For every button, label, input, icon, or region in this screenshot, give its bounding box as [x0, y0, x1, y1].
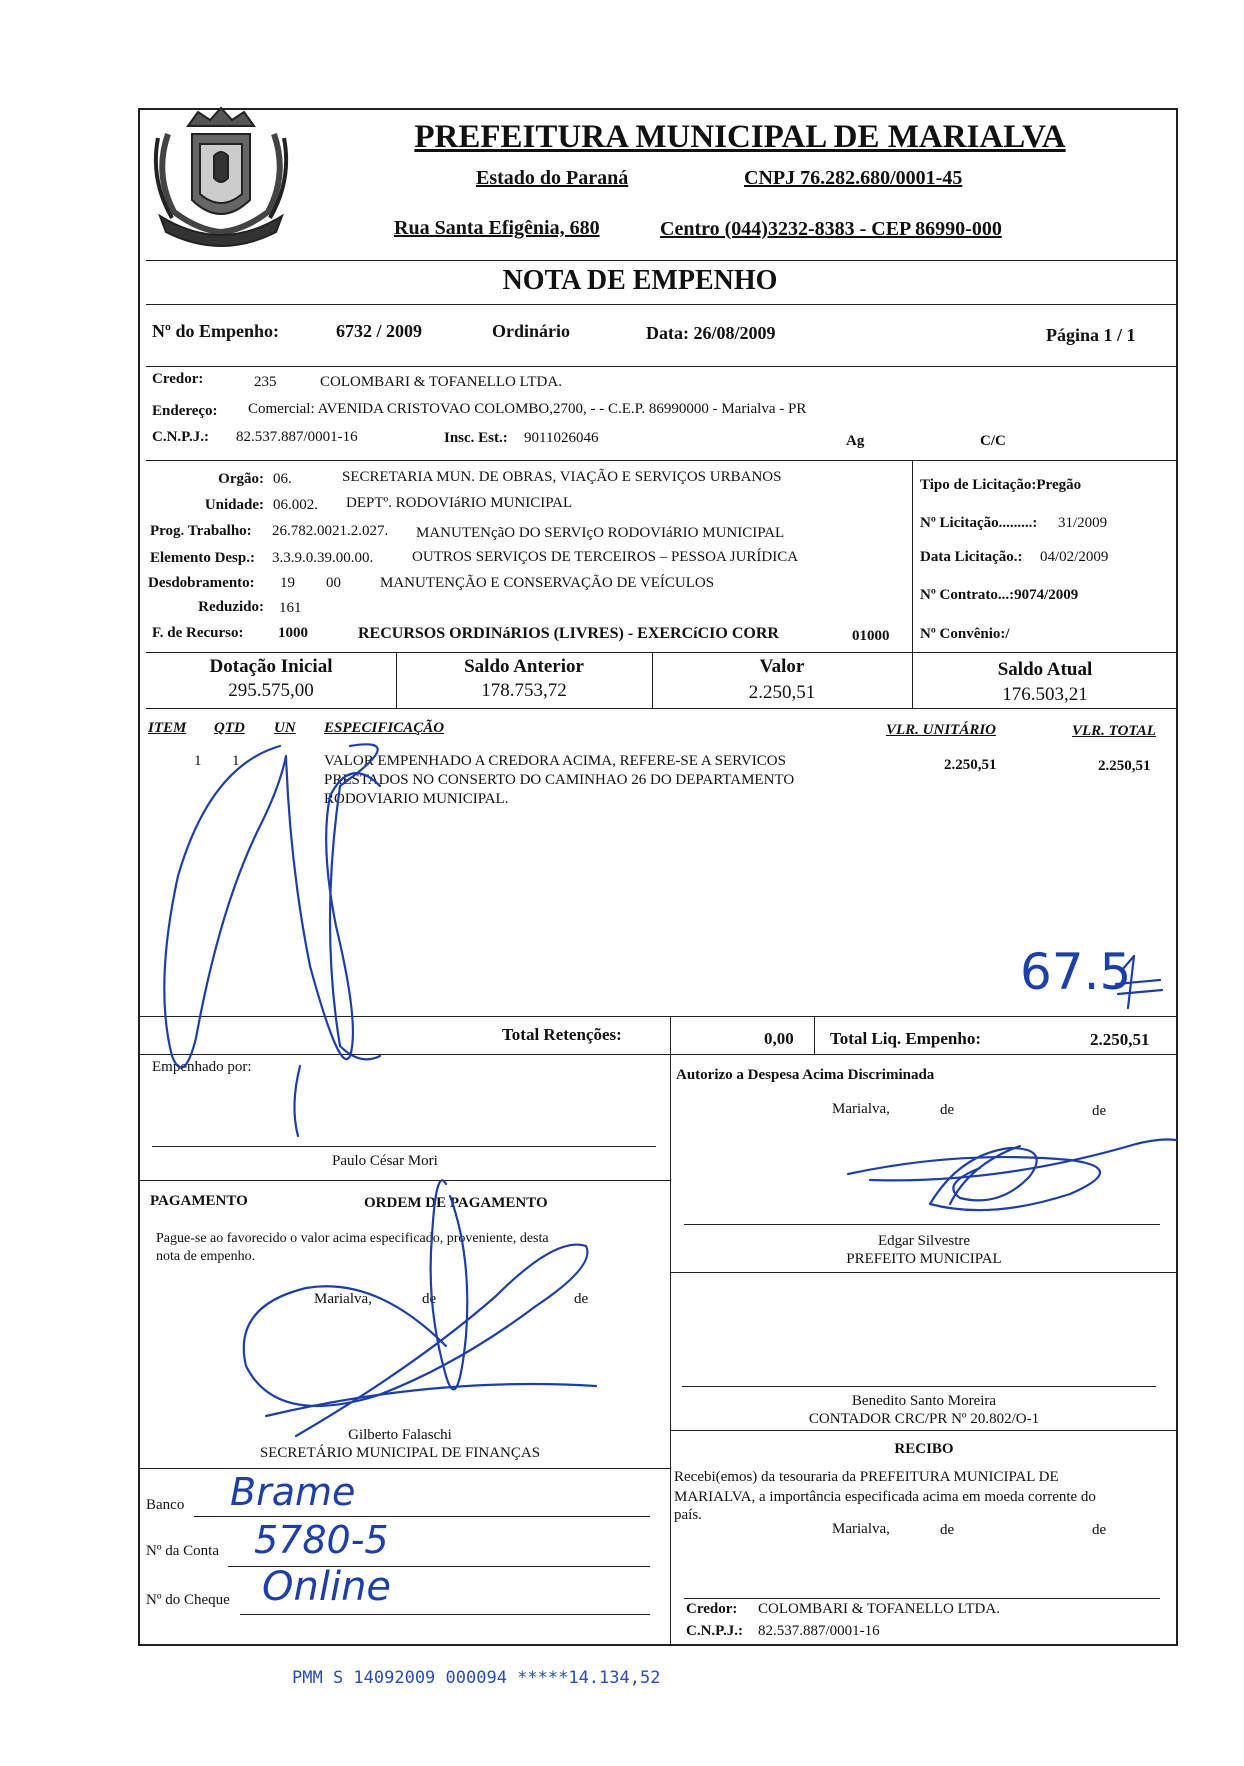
licitacao-date: 04/02/2009	[1040, 549, 1109, 565]
recibo-text-2: MARIALVA, a importância especificada acima em moeda corrente do	[674, 1489, 1096, 1505]
header-address: Rua Santa Efigênia, 680	[394, 217, 600, 239]
coat-of-arms-icon	[148, 104, 294, 252]
desdobramento-code-b: 00	[326, 575, 341, 591]
col-unit-value: VLR. UNITÁRIO	[886, 722, 997, 738]
licitacao-date-label: Data Licitação.:	[920, 549, 1023, 565]
empenho-date: Data: 26/08/2009	[646, 323, 776, 343]
endereco-label: Endereço:	[152, 403, 218, 419]
secretario-role: SECRETÁRIO MUNICIPAL DE FINANÇAS	[259, 1445, 541, 1461]
recibo-cnpj: 82.537.887/0001-16	[758, 1623, 880, 1639]
dotacao-label: Dotação Inicial	[209, 656, 333, 677]
page-title: PREFEITURA MUNICIPAL DE MARIALVA	[414, 119, 1066, 155]
header-cnpj: CNPJ 76.282.680/0001-45	[744, 167, 963, 189]
retencoes-label: Total Retenções:	[502, 1025, 622, 1044]
valor-value: 2.250,51	[748, 682, 816, 703]
document-title: NOTA DE EMPENHO	[502, 265, 778, 296]
autorizo-de-2: de	[1092, 1103, 1107, 1119]
prog-name: MANUTENçãO DO SERVIçO RODOVIáRIO MUNICIPAL	[416, 525, 785, 541]
recibo-cnpj-label: C.N.P.J.:	[686, 1623, 743, 1639]
item-number: 1	[194, 753, 202, 769]
pagamento-text-2: nota de empenho.	[156, 1249, 256, 1264]
credor-ie: 9011026046	[524, 430, 599, 446]
item-qtd: 1	[232, 753, 240, 769]
elemento-code: 3.3.9.0.39.00.00.	[272, 550, 374, 566]
recurso-code: 1000	[278, 625, 308, 641]
credor-code: 235	[254, 374, 277, 390]
prog-code: 26.782.0021.2.027.	[272, 523, 389, 539]
tipo-licitacao: Tipo de Licitação:Pregão	[920, 477, 1082, 493]
pagamento-text-1: Pague-se ao favorecido o valor acima especificado, proveniente, desta	[156, 1231, 549, 1246]
cc-label: C/C	[980, 433, 1006, 449]
recibo-credor-label: Credor:	[686, 1601, 738, 1617]
item-spec-line-3: RODOVIARIO MUNICIPAL.	[324, 791, 509, 807]
col-un: UN	[274, 720, 296, 736]
licitacao-number-label: Nº Licitação.........:	[920, 515, 1038, 531]
recibo-de-1: de	[940, 1522, 955, 1538]
liquido-value: 2.250,51	[1090, 1030, 1150, 1049]
ordem-pagamento-label: ORDEM DE PAGAMENTO	[364, 1195, 548, 1211]
pagamento-city: Marialva,	[314, 1291, 372, 1307]
banco-value: Brame	[230, 1470, 356, 1514]
contador-role: CONTADOR CRC/PR Nº 20.802/O-1	[808, 1411, 1040, 1427]
desdobramento-name: MANUTENÇÃO E CONSERVAÇÃO DE VEÍCULOS	[380, 575, 715, 591]
item-spec-line-2: PRESTADOS NO CONSERTO DO CAMINHAO 26 DO DEPARTAMENTO	[324, 772, 795, 788]
autorizo-label: Autorizo a Despesa Acima Discriminada	[676, 1067, 935, 1083]
dotacao-value: 295.575,00	[228, 680, 314, 701]
handwritten-note: 67.5	[1020, 943, 1132, 1001]
saldo-atual-value: 176.503,21	[1002, 684, 1088, 705]
ie-label: Insc. Est.:	[444, 430, 508, 446]
orgao-label: Orgão:	[218, 471, 264, 487]
empenho-type: Ordinário	[492, 321, 571, 341]
autorizo-city: Marialva,	[832, 1101, 890, 1117]
saldo-atual-label: Saldo Atual	[997, 659, 1093, 680]
recibo-credor-name: COLOMBARI & TOFANELLO LTDA.	[758, 1601, 1000, 1617]
credor-label: Credor:	[152, 371, 204, 387]
elemento-name: OUTROS SERVIÇOS DE TERCEIROS – PESSOA JURÍDICA	[412, 549, 799, 565]
empenhado-name: Paulo César Mori	[332, 1153, 438, 1169]
authentication-stamp: PMM S 14092009 000094 *****14.134,52	[292, 1668, 661, 1688]
col-spec: ESPECIFICAÇÃO	[324, 720, 445, 736]
empenho-number: 6732 / 2009	[336, 321, 423, 341]
prefeito-name: Edgar Silvestre	[877, 1233, 971, 1249]
valor-label: Valor	[759, 656, 805, 677]
reduzido-value: 161	[279, 600, 302, 616]
recibo-text-3: país.	[674, 1507, 702, 1523]
recurso-code2: 01000	[852, 628, 890, 644]
credor-address: Comercial: AVENIDA CRISTOVAO COLOMBO,2700, - - C.E.P. 86990000 - Marialva - PR	[248, 401, 807, 417]
item-total-value: 2.250,51	[1098, 758, 1151, 774]
liquido-label: Total Liq. Empenho:	[830, 1029, 981, 1048]
recibo-text-1: Recebi(emos) da tesouraria da PREFEITURA MUNICIPAL DE	[674, 1469, 1059, 1485]
contador-name: Benedito Santo Moreira	[851, 1393, 997, 1409]
header-phone-cep: Centro (044)3232-8383 - CEP 86990-000	[660, 218, 1002, 240]
conta-value: 5780-5	[254, 1518, 389, 1562]
reduzido-label: Reduzido:	[198, 599, 264, 615]
col-item: ITEM	[148, 720, 187, 736]
cnpj-label: C.N.P.J.:	[152, 429, 209, 445]
recurso-label: F. de Recurso:	[152, 625, 244, 641]
saldo-anterior-label: Saldo Anterior	[464, 656, 584, 677]
secretario-name: Gilberto Falaschi	[348, 1427, 452, 1443]
elemento-label: Elemento Desp.:	[150, 550, 255, 566]
banco-label: Banco	[146, 1497, 185, 1513]
prefeito-role: PREFEITO MUNICIPAL	[846, 1251, 1002, 1267]
col-qtd: QTD	[214, 720, 245, 736]
credor-name: COLOMBARI & TOFANELLO LTDA.	[320, 374, 562, 390]
contrato-number: Nº Contrato...:9074/2009	[920, 587, 1079, 603]
empenho-label: Nº do Empenho:	[152, 321, 279, 341]
prog-label: Prog. Trabalho:	[150, 523, 252, 539]
empenhado-label: Empenhado por:	[152, 1059, 252, 1075]
page-number: Página 1 / 1	[1046, 325, 1136, 345]
unidade-code: 06.002.	[273, 497, 318, 513]
recibo-de-2: de	[1092, 1522, 1107, 1538]
conta-label: Nº da Conta	[146, 1543, 219, 1559]
ag-label: Ag	[846, 433, 865, 449]
pagamento-de-1: de	[422, 1291, 437, 1307]
state-label: Estado do Paraná	[476, 167, 629, 189]
convenio-number: Nº Convênio:/	[920, 626, 1010, 642]
pagamento-label: PAGAMENTO	[150, 1193, 248, 1209]
cheque-label: Nº do Cheque	[146, 1592, 230, 1608]
saldo-anterior-value: 178.753,72	[481, 680, 567, 701]
desdobramento-code-a: 19	[280, 575, 295, 591]
desdobramento-label: Desdobramento:	[148, 575, 255, 591]
credor-cnpj: 82.537.887/0001-16	[236, 429, 358, 445]
item-spec-line-1: VALOR EMPENHADO A CREDORA ACIMA, REFERE-SE A SERVICOS	[324, 753, 786, 769]
recibo-title: RECIBO	[894, 1441, 954, 1457]
licitacao-number: 31/2009	[1058, 515, 1108, 531]
col-total-value: VLR. TOTAL	[1072, 723, 1156, 739]
recibo-city: Marialva,	[832, 1521, 890, 1537]
unidade-label: Unidade:	[204, 497, 264, 513]
orgao-name: SECRETARIA MUN. DE OBRAS, VIAÇÃO E SERVIÇOS URBANOS	[342, 469, 782, 485]
autorizo-de-1: de	[940, 1102, 955, 1118]
unidade-name: DEPTº. RODOVIáRIO MUNICIPAL	[346, 495, 573, 511]
retencoes-value: 0,00	[764, 1029, 794, 1048]
pagamento-de-2: de	[574, 1291, 589, 1307]
recurso-name: RECURSOS ORDINáRIOS (LIVRES) - EXERCíCIO CORR	[358, 625, 779, 642]
cheque-value: Online	[262, 1564, 392, 1610]
orgao-code: 06.	[273, 471, 292, 487]
item-unit-value: 2.250,51	[944, 757, 997, 773]
